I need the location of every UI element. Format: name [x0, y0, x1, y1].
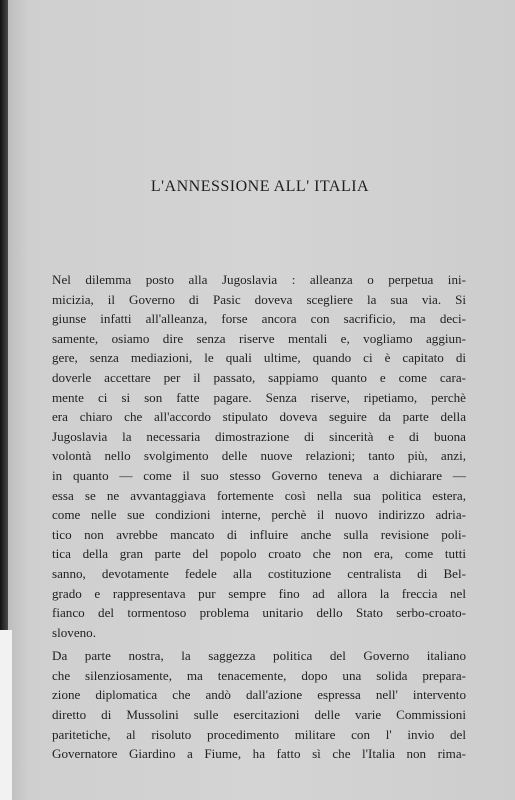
text-line: essa se ne avvantaggiava fortemente così nella sua politica estera, — [52, 487, 466, 503]
text-line: grado e rappresentava pur sempre fino ad allora la freccia nel — [52, 585, 466, 601]
text-line: era chiaro che all'accordo stipulato doveva seguire da parte della — [52, 409, 466, 425]
text-line: zione diplomatica che andò dall'azione espressa nell' intervento — [52, 687, 466, 703]
scan-margin-tab — [0, 630, 12, 800]
text-line: sanno, devotamente fedele alla costituzione centralista di Bel- — [52, 565, 466, 581]
text-line: volontà nello svolgimento delle nuove relazioni; tanto più, anzi, — [52, 448, 466, 464]
text-line: diretto di Mussolini sulle esercitazioni delle varie Commissioni — [52, 707, 466, 723]
text-line: sloveno. — [52, 624, 97, 640]
text-line: Governatore Giardino a Fiume, ha fatto sì che l'Italia non rima- — [52, 746, 466, 762]
text-line: come nelle sue condizioni interne, perchè il nuovo indirizzo adria- — [52, 507, 466, 523]
paragraph-2 — [52, 646, 466, 764]
text-line: micizia, il Governo di Pasic doveva scegliere la sua via. Si — [52, 291, 466, 307]
paragraph-1 — [52, 270, 466, 642]
text-line: mente ci si son fatte pagare. Senza riserve, ripetiamo, perchè — [52, 389, 466, 405]
chapter-title: L'ANNESSIONE ALL' ITALIA — [150, 178, 370, 195]
text-line: gere, senza mediazioni, le quali ultime, quando ci è capitato di — [52, 350, 466, 366]
text-line: giunse infatti all'alleanza, forse ancora con sacrificio, ma deci- — [52, 311, 466, 327]
text-line: Jugoslavia la necessaria dimostrazione di sincerità e di buona — [52, 428, 466, 444]
text-line: Nel dilemma posto alla Jugoslavia : alleanza o perpetua ini- — [52, 272, 466, 287]
text-line: fianco del tormentoso problema unitario dello Stato serbo-croato- — [52, 605, 466, 621]
text-line: samente, osiamo dire senza riserve mentali e, vogliamo aggiun- — [52, 330, 466, 346]
text-line: tica della gran parte del popolo croato che non era, come tutti — [52, 546, 466, 562]
text-line: paritetiche, al risoluto procedimento militare con l' invio del — [52, 726, 466, 742]
body-text — [52, 270, 466, 768]
text-line: tico non avrebbe mancato di influire anche sulla revisione poli- — [52, 526, 466, 542]
text-line: in quanto — come il suo stesso Governo teneva a dichiarare — — [52, 467, 466, 483]
text-line: doverle accettare per il passato, sappiamo quanto e come cara- — [52, 369, 466, 385]
text-line: Da parte nostra, la saggezza politica del Governo italiano — [52, 648, 466, 664]
text-line: che silenziosamente, ma tenacemente, dopo una solida prepara- — [52, 667, 466, 683]
